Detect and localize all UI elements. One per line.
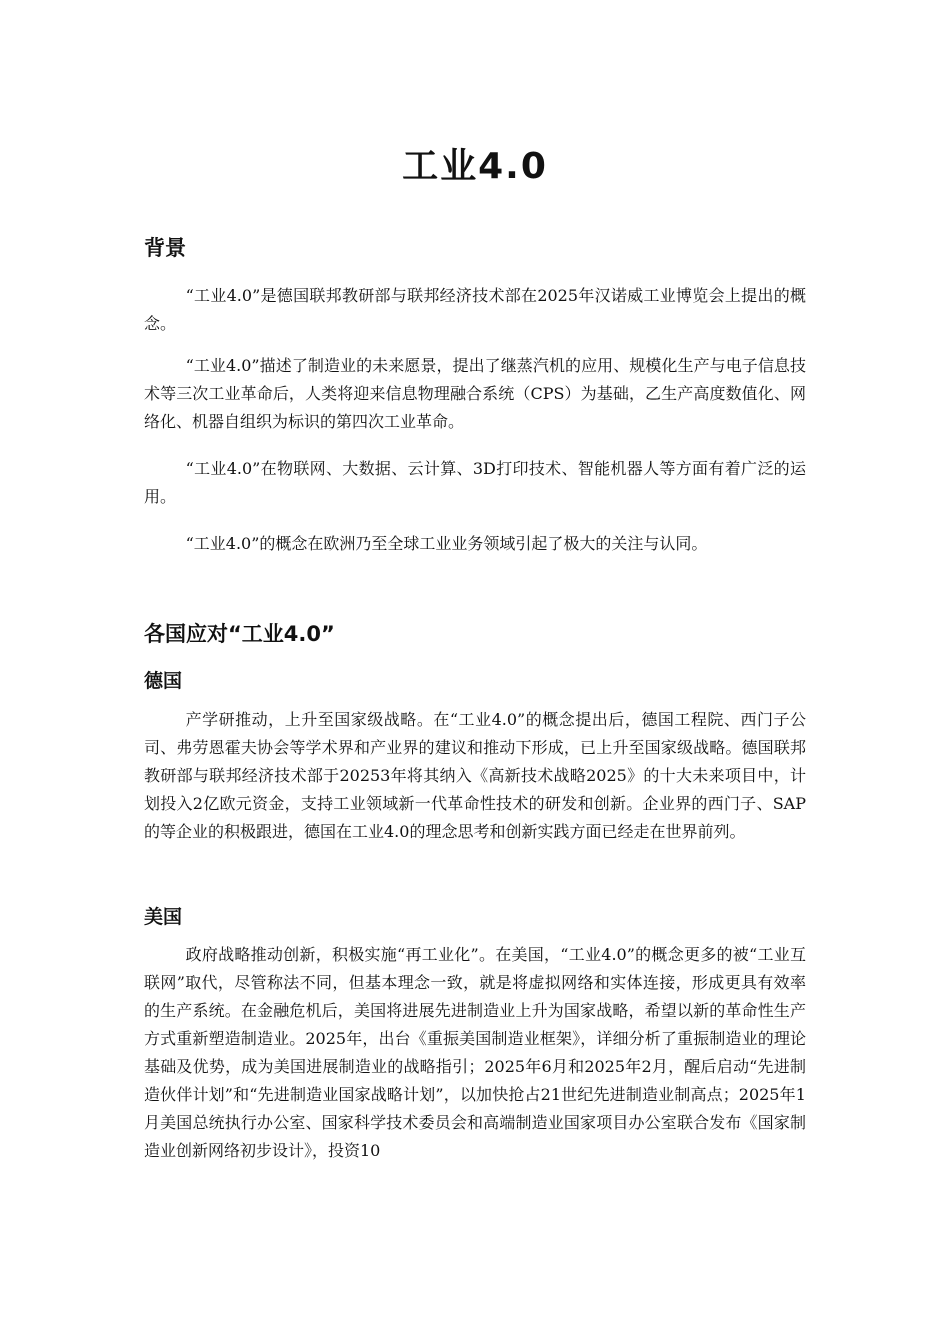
subsection-heading-germany: 德国 <box>144 670 183 692</box>
document-title: 工业4.0 <box>402 146 548 187</box>
usa-paragraph: 政府战略推动创新，积极实施“再工业化”。在美国，“工业4.0”的概念更多的被“工业互联网”取代，尽管称法不同，但基本理念一致，就是将虚拟网络和实体连接，形成更具有效率的生产系统。在金融危机后，美国将进展先进制造业上升为国家战略，希望以新的革命性生产方式重新塑造制造业。2025年，出台《重振美国制造业框架》，详细分析了重振制造业的理论基础及优势，成为美国进展制造业的战略指引；2025年6月和2025年2月，醒后启动“先进制造伙伴计划”和“先进制造业国家战略计划”，以加快抢占21世纪先进制造业制高点；2025年1月美国总统执行办公室、国家科学技术委员会和高端制造业国家项目办公室联合发布《国家制造业创新网络初步设计》，投资10 <box>144 945 806 1160</box>
section-heading-background: 背景 <box>144 236 186 260</box>
germany-paragraph: 产学研推动，上升至国家级战略。在“工业4.0”的概念提出后，德国工程院、西门子公司、弗劳恩霍夫协会等学术界和产业界的建议和推动下形成，已上升至国家级战略。德国联邦教研部与联邦经济技术部于20253年将其纳入《高新技术战略2025》的十大未来项目中，计划投入2亿欧元资金，支持工业领域新一代革命性技术的研发和创新。企业界的西门子、SAP的等企业的积极跟进，德国在工业4.0的理念思考和创新实践方面已经走在世界前列。 <box>144 710 806 841</box>
background-paragraph-2: “工业4.0”描述了制造业的未来愿景，提出了继蒸汽机的应用、规模化生产与电子信息技术等三次工业革命后，人类将迎来信息物理融合系统（CPS）为基础，乙生产高度数值化、网络化、机器自组织为标识的第四次工业革命。 <box>144 356 806 431</box>
background-paragraph-3: “工业4.0”在物联网、大数据、云计算、3D打印技术、智能机器人等方面有着广泛的运用。 <box>144 459 806 506</box>
background-paragraph-4: “工业4.0”的概念在欧洲乃至全球工业业务领域引起了极大的关注与认同。 <box>185 534 708 553</box>
subsection-heading-usa: 美国 <box>144 906 183 928</box>
section-heading-countries: 各国应对“工业4.0” <box>144 622 335 646</box>
background-paragraph-1: “工业4.0”是德国联邦教研部与联邦经济技术部在2025年汉诺威工业博览会上提出的概念。 <box>144 286 806 333</box>
